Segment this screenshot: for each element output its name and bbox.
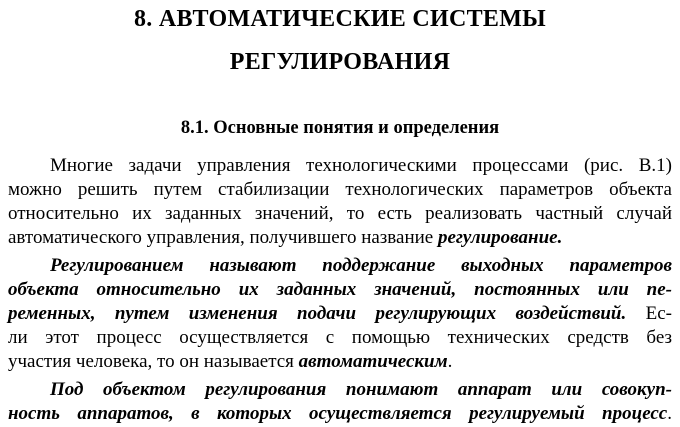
definition-line-3: ременных, путем изменения подачи регулирующих воздействий. [8,303,627,324]
object-definition-line-1: Под объектом регулирования понимают аппарат или совокуп- [50,379,672,400]
paragraph-1-line-2: можно решить путем стабилизации технологических параметров объекта [8,179,672,200]
chapter-title-line-2: РЕГУЛИРОВАНИЯ [229,49,451,75]
section-title: 8.1. Основные понятия и определения [180,118,500,138]
paragraph-1-line-4-text: автоматического управления, получившего название [8,227,438,248]
paragraph-2-line-5 [8,350,672,374]
paragraph-3-line-2 [8,402,672,426]
term-regulirovanie: регулирование. [437,227,563,248]
paragraph-1-line-1: Многие задачи управления технологическими процессами (рис. В.1) [50,155,672,176]
paragraph-2-line-3 [8,302,672,326]
definition-line-1: Регулированием называют поддержание выходных параметров [50,255,672,276]
paragraph-2-line-4: ли этот процесс осуществляется с помощью технических средств без [8,327,672,348]
chapter-title-line-1: 8. АВТОМАТИЧЕСКИЕ СИСТЕМЫ [133,6,547,32]
paragraph-1-line-3: относительно их заданных значений, то есть реализовать частный случай [8,203,672,224]
paragraph-3-line-2-end: . [667,403,672,424]
term-avtomaticheskim: автоматическим [298,351,448,372]
definition-line-2: объекта относительно их заданных значений, постоянных или пе- [8,279,672,300]
paragraph-2-line-5-end: . [447,351,453,372]
object-definition-line-2: ность аппаратов, в которых осуществляется регулируемый процесс [8,403,668,424]
paragraph-2-line-5-text: участия человека, то он называется [8,351,299,372]
paragraph-2-line-3-text: Ес- [626,303,673,324]
paragraph-1-line-4 [8,226,672,250]
